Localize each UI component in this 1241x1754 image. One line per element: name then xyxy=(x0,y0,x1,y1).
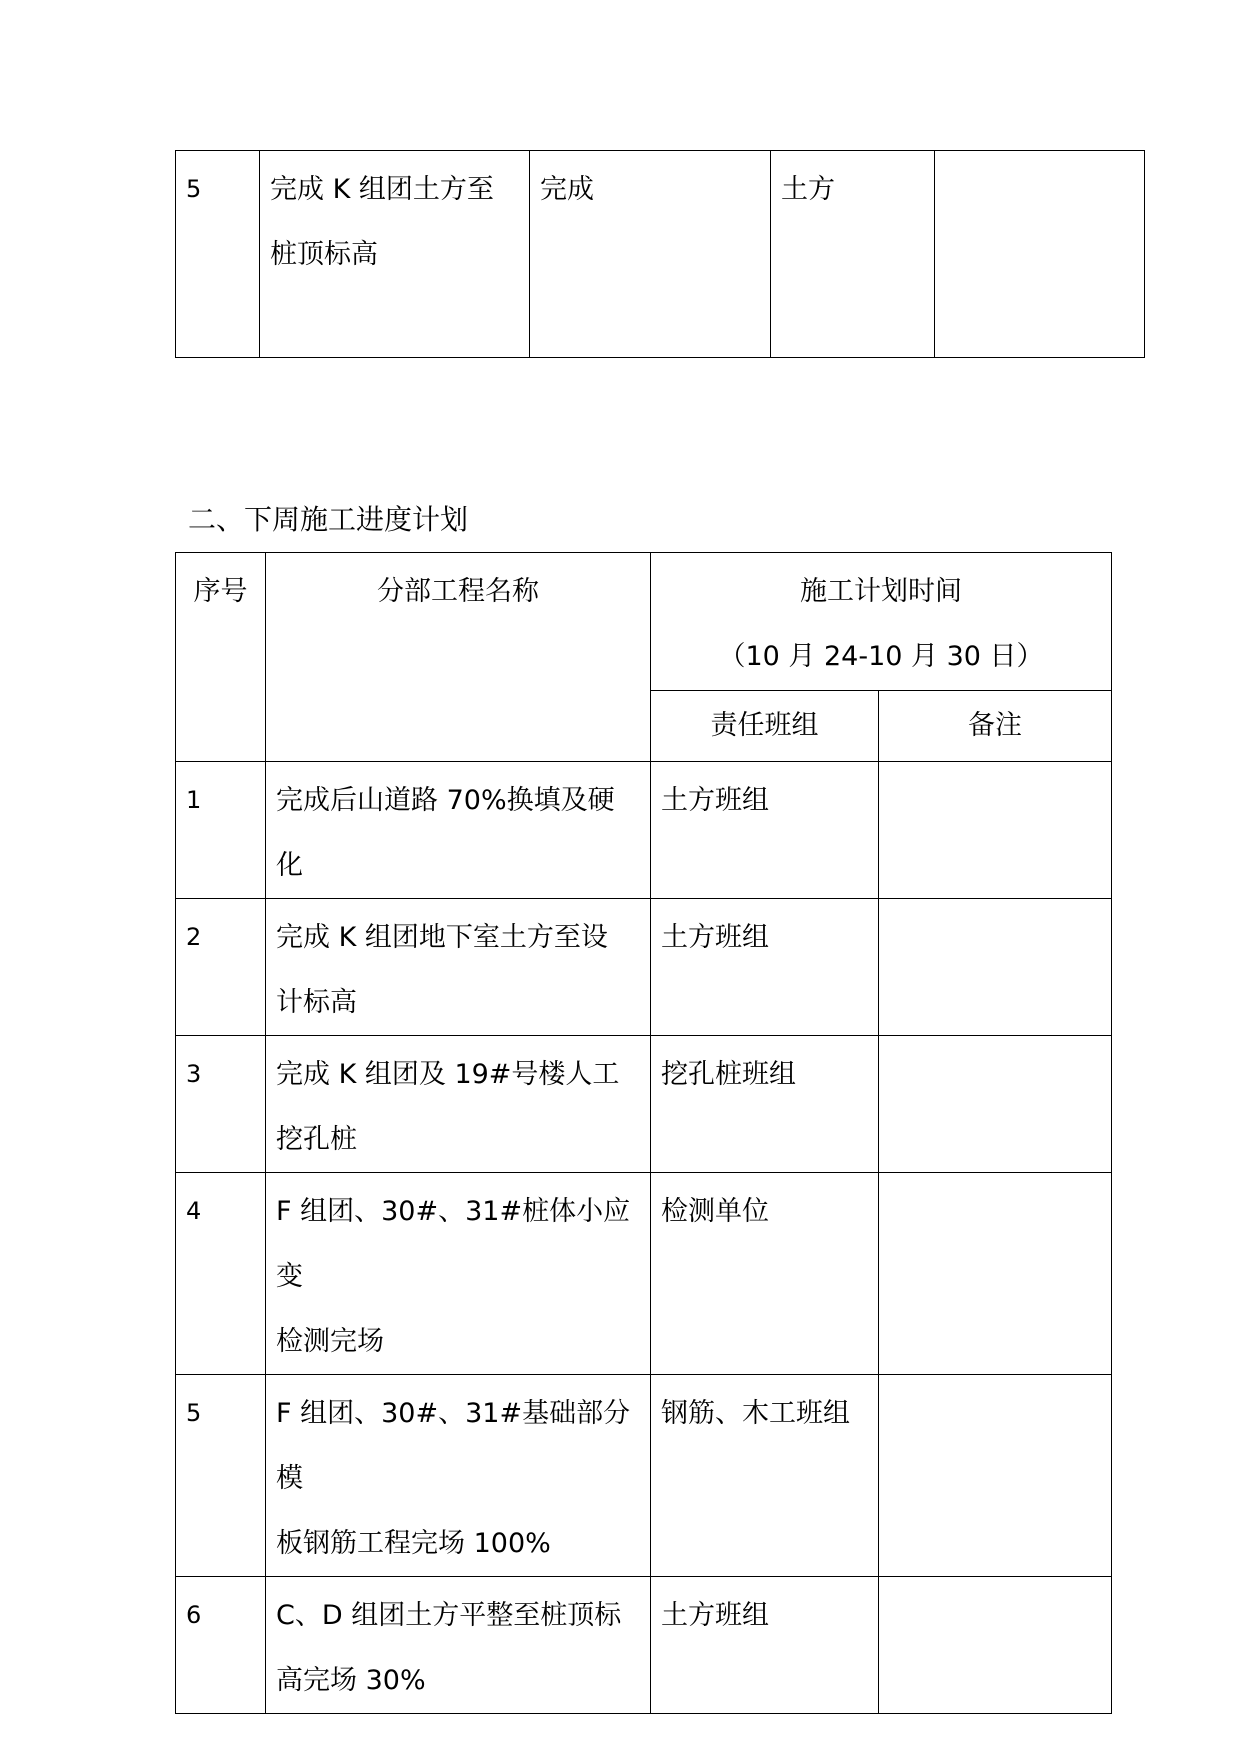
team-text: 土方班组 xyxy=(661,922,769,953)
header-time-cell xyxy=(651,553,1112,691)
header-time-line-1: 施工计划时间 xyxy=(800,576,962,607)
task-text xyxy=(260,151,529,287)
row-number: 5 xyxy=(186,175,202,203)
note-cell xyxy=(879,1036,1112,1173)
table-row xyxy=(176,899,1112,1036)
table-row xyxy=(176,151,1145,358)
team-cell xyxy=(651,1173,879,1375)
note-cell xyxy=(879,899,1112,1036)
note-text xyxy=(879,1375,1111,1381)
task-text xyxy=(266,1036,650,1172)
team-cell xyxy=(651,899,879,1036)
row-number-cell xyxy=(176,762,266,899)
task-cell xyxy=(266,1173,651,1375)
team-cell xyxy=(651,762,879,899)
note-text xyxy=(879,762,1111,768)
row-number-cell xyxy=(176,1375,266,1577)
note-text xyxy=(879,899,1111,905)
header-team-cell xyxy=(651,691,879,762)
header-time xyxy=(651,553,1111,689)
header-team: 责任班组 xyxy=(710,710,819,741)
status-text: 完成 xyxy=(540,174,594,205)
task-cell xyxy=(266,1577,651,1714)
task-line-1: 完成 K 组团土方至 xyxy=(270,174,494,205)
row-number: 3 xyxy=(186,1060,202,1088)
row-number-cell xyxy=(176,899,266,1036)
team-text: 土方 xyxy=(781,174,835,205)
task-text xyxy=(266,1375,650,1576)
row-number-cell xyxy=(176,1577,266,1714)
team-cell xyxy=(651,1036,879,1173)
task-line-1: C、D 组团土方平整至桩顶标 xyxy=(276,1600,622,1631)
table-row xyxy=(176,762,1112,899)
task-line-1: F 组团、30#、31#桩体小应变 xyxy=(276,1196,631,1292)
team-text: 钢筋、木工班组 xyxy=(661,1398,850,1429)
header-name: 分部工程名称 xyxy=(377,576,539,607)
table-row xyxy=(176,1375,1112,1577)
task-line-2: 化 xyxy=(276,850,303,881)
task-line-1: 完成 K 组团地下室土方至设 xyxy=(276,922,608,953)
note-text xyxy=(935,151,1144,157)
row-number-cell xyxy=(176,1173,266,1375)
section-title: 二、下周施工进度计划 xyxy=(188,503,469,536)
note-text xyxy=(879,1577,1111,1583)
table-row xyxy=(176,1173,1112,1375)
table-row xyxy=(176,1036,1112,1173)
plan-table xyxy=(175,552,1112,1714)
note-cell xyxy=(879,1375,1112,1577)
task-line-2: 挖孔桩 xyxy=(276,1124,357,1155)
task-line-2: 高完场 30% xyxy=(276,1665,426,1696)
task-cell xyxy=(266,762,651,899)
team-text: 挖孔桩班组 xyxy=(661,1059,796,1090)
row-number-cell xyxy=(176,1036,266,1173)
task-text xyxy=(266,1577,650,1713)
task-line-1: F 组团、30#、31#基础部分模 xyxy=(276,1398,631,1494)
task-line-2: 桩顶标高 xyxy=(270,239,378,270)
note-cell xyxy=(879,1577,1112,1714)
team-cell xyxy=(651,1375,879,1577)
task-line-2: 板钢筋工程完场 100% xyxy=(276,1528,551,1559)
task-text xyxy=(266,899,650,1035)
row-number-cell xyxy=(176,151,260,358)
task-cell xyxy=(266,899,651,1036)
header-note-cell xyxy=(879,691,1112,762)
row-number: 5 xyxy=(186,1399,202,1427)
task-line-2: 计标高 xyxy=(276,987,357,1018)
note-cell xyxy=(935,151,1145,358)
row-number: 2 xyxy=(186,923,202,951)
header-name-cell xyxy=(266,553,651,762)
status-cell xyxy=(530,151,771,358)
task-line-2: 检测完场 xyxy=(276,1326,384,1357)
task-cell xyxy=(260,151,530,358)
table-row xyxy=(176,1577,1112,1714)
row-number: 6 xyxy=(186,1601,202,1629)
row-number: 1 xyxy=(186,786,202,814)
team-text: 土方班组 xyxy=(661,1600,769,1631)
team-text: 检测单位 xyxy=(661,1196,769,1227)
note-text xyxy=(879,1036,1111,1042)
header-note: 备注 xyxy=(968,710,1022,741)
header-row xyxy=(176,553,1112,691)
header-no-cell xyxy=(176,553,266,762)
note-cell xyxy=(879,762,1112,899)
task-text xyxy=(266,762,650,898)
task-line-1: 完成后山道路 70%换填及硬 xyxy=(276,785,615,816)
header-no: 序号 xyxy=(193,576,248,607)
task-cell xyxy=(266,1036,651,1173)
note-text xyxy=(879,1173,1111,1179)
previous-progress-table xyxy=(175,150,1145,358)
task-line-1: 完成 K 组团及 19#号楼人工 xyxy=(276,1059,620,1090)
team-cell xyxy=(771,151,935,358)
team-text: 土方班组 xyxy=(661,785,769,816)
task-cell xyxy=(266,1375,651,1577)
note-cell xyxy=(879,1173,1112,1375)
team-cell xyxy=(651,1577,879,1714)
header-time-line-2: （10 月 24-10 月 30 日） xyxy=(718,641,1044,672)
task-text xyxy=(266,1173,650,1374)
row-number: 4 xyxy=(186,1197,202,1225)
